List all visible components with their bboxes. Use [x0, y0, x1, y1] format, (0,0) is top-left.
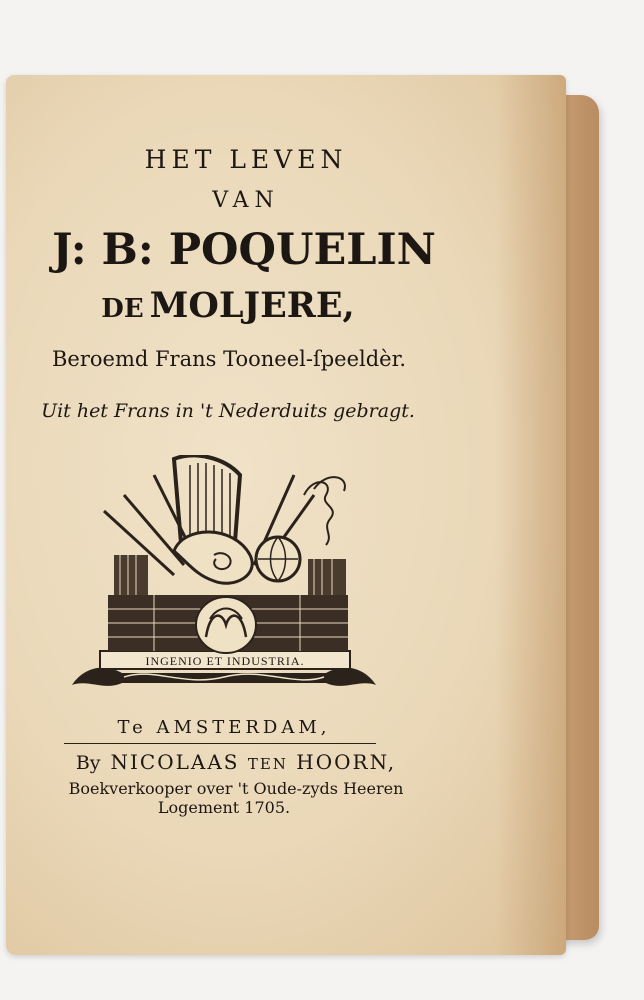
- translation-note: Uit het Frans in 't Nederduits gebragt.: [41, 400, 415, 422]
- author-name: J: B: POQUELIN: [52, 225, 436, 275]
- author-prefix: DE: [101, 294, 144, 324]
- imprint-by: By: [75, 752, 101, 774]
- book: [6, 75, 596, 960]
- imprint-address: Boekverkooper over 't Oude-zyds Heeren: [68, 779, 404, 798]
- printer-emblem: [64, 455, 384, 705]
- imprint-place: Te AMSTERDAM,: [117, 717, 331, 738]
- publisher-last: HOORN,: [296, 750, 397, 774]
- imprint-publisher: [0, 750, 516, 774]
- title-page: [6, 75, 566, 955]
- author-surname-text: MOLJERE,: [149, 285, 355, 326]
- publisher-first: NICOLAAS: [110, 750, 240, 774]
- author-surname: [0, 285, 508, 326]
- imprint-date: Logement 1705.: [157, 798, 291, 817]
- imprint-rule: [64, 743, 376, 744]
- title-line-2: VAN: [212, 188, 280, 213]
- publisher-middle: TEN: [247, 755, 288, 773]
- subtitle: Beroemd Frans Tooneel-ſpeeldèr.: [51, 347, 407, 371]
- title-line-1: HET LEVEN: [144, 145, 348, 174]
- emblem-motto: INGENIO ET INDUSTRIA.: [145, 654, 305, 668]
